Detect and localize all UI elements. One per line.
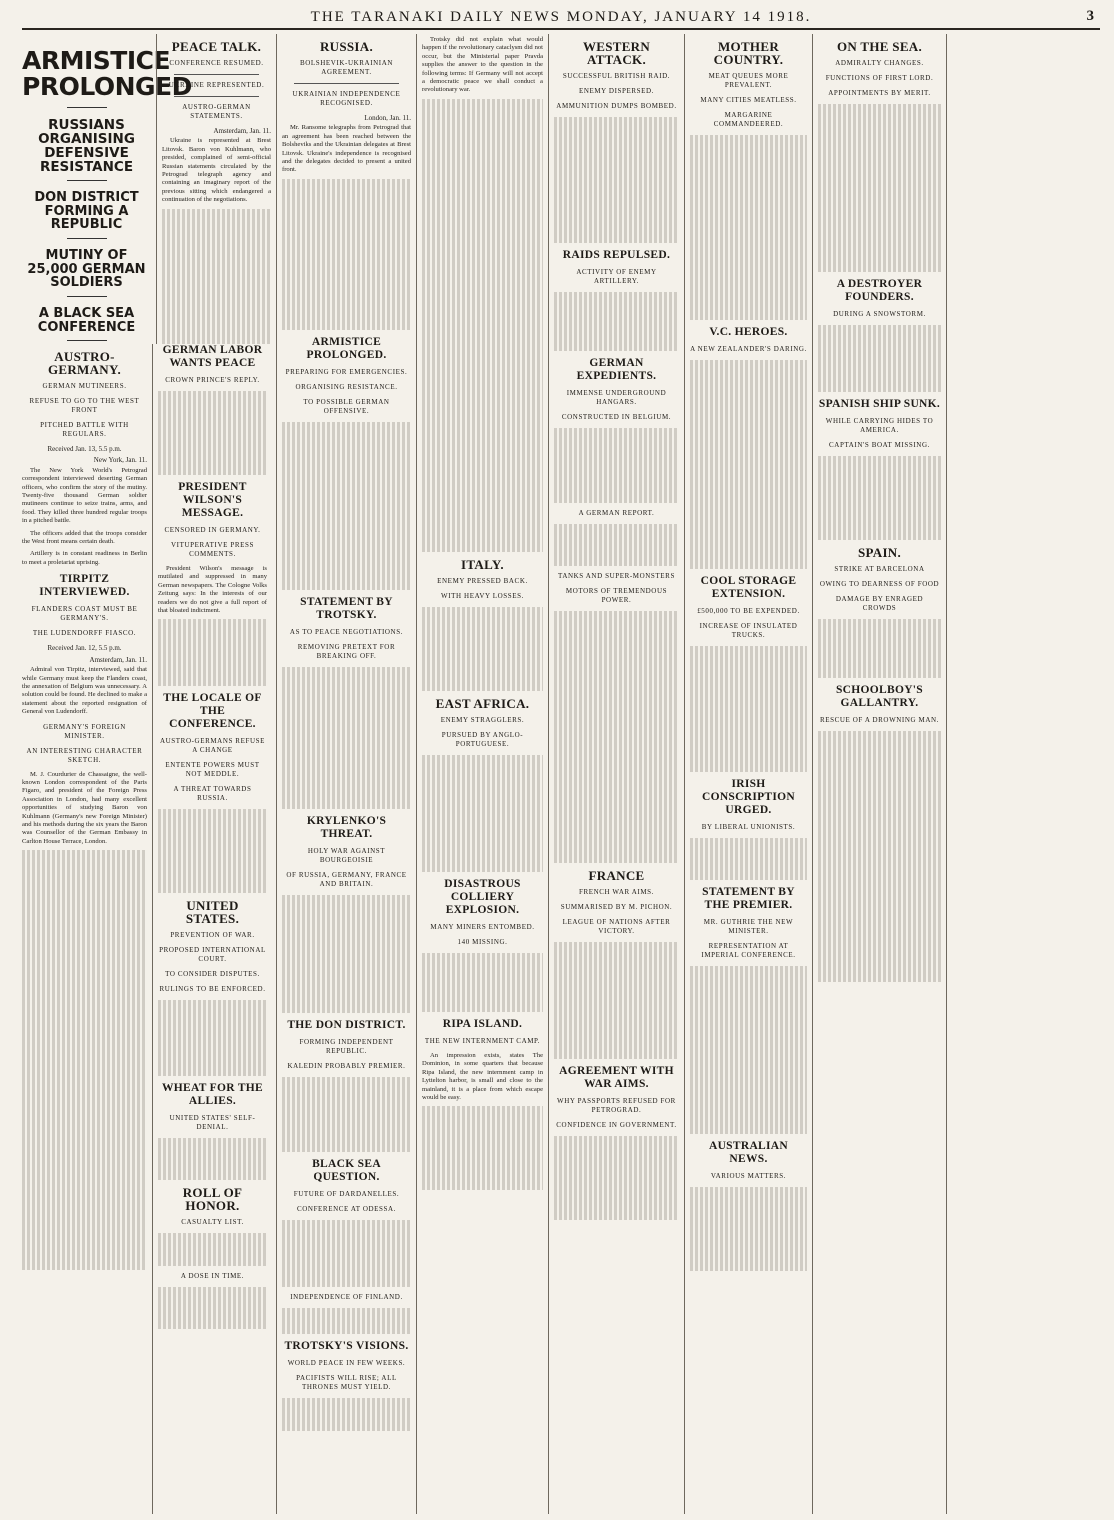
subhead-confidence: CONFIDENCE IN GOVERNMENT.: [556, 1121, 677, 1130]
subhead-ukraine: UKRAINE REPRESENTED.: [168, 81, 265, 89]
heading-italy: ITALY.: [461, 556, 504, 572]
subhead-functions: FUNCTIONS OF FIRST LORD.: [825, 74, 934, 82]
heading-don: THE DON DISTRICT.: [287, 1018, 406, 1031]
article-text: Artillery is in constant readiness in Berlin to meet a proletariat uprising.: [22, 550, 147, 566]
subhead-ammunition: AMMUNITION DUMPS BOMBED.: [556, 102, 677, 110]
subhead-strike: STRIKE AT BARCELONA: [834, 564, 925, 573]
heading-locale: THE LOCALE OF THE CONFERENCE.: [163, 692, 262, 731]
article-text: Ukraine is represented at Brest Litovsk. Baron von Kuhlmann, who presided, complained of semi-official Russian statements circulated by the Petrograd telegraph agency and containing an imaginary report of the previous sitting which endangered a continuation of the negotiations.: [162, 137, 271, 204]
subhead-guthrie: MR. GUTHRIE THE NEW MINISTER.: [703, 918, 794, 936]
heading-destroyer: A DESTROYER FOUNDERS.: [836, 277, 923, 303]
subhead-enemy-pressed: ENEMY PRESSED BACK.: [437, 576, 528, 585]
subhead-rulings: RULINGS TO BE ENFORCED.: [159, 985, 266, 994]
divider: [67, 340, 107, 341]
heading-sea: ON THE SEA.: [836, 39, 923, 54]
divider: [294, 83, 399, 84]
heading-tirpitz: TIRPITZ INTERVIEWED.: [39, 573, 130, 599]
subhead-dardanelles: FUTURE OF DARDANELLES.: [293, 1190, 400, 1199]
subhead-motors: MOTORS OF TREMENDOUS POWER.: [565, 587, 668, 605]
divider: [67, 107, 107, 108]
heading-german-labor: GERMAN LABOR WANTS PEACE: [162, 344, 263, 369]
subhead-ukrainian: UKRAINIAN INDEPENDENCE RECOGNISED.: [292, 90, 401, 107]
subhead-odessa: CONFERENCE AT ODESSA.: [296, 1205, 396, 1214]
subhead-flanders: FLANDERS COAST MUST BE GERMANY'S.: [31, 605, 138, 623]
subhead-kaledin: KALEDIN PROBABLY PREMIER.: [287, 1061, 406, 1070]
subhead-stragglers: ENEMY STRAGGLERS.: [440, 715, 525, 724]
subhead-finland: INDEPENDENCE OF FINLAND.: [290, 1293, 403, 1302]
subhead-entente: ENTENTE POWERS MUST NOT MEDDLE.: [165, 761, 260, 779]
heading-premier: STATEMENT BY THE PREMIER.: [702, 886, 795, 912]
subhead-refuse: REFUSE TO GO TO THE WEST FRONT: [29, 397, 140, 414]
received-line: Received Jan. 12, 5.5 p.m.: [47, 644, 122, 653]
article-text: M. J. Courdurier de Chassaigne, the well-known London correspondent of the Paris Figaro, and president of the Foreign Press Association in London, had many excellent opportunities of studying Baron von Kuhlmann (Germany's new Foreign Minister) and his methods during the six years the Baron was Counsellor of the German Embassy in Carlton House Terrace, London.: [22, 770, 147, 845]
article-text: President Wilson's message is mutilated and suppressed in many German newspapers. The Cologne Volks Zeitung says: In the interests of our readers we do not give a full report of that bloated indictment.: [158, 564, 267, 614]
heading-agreement: AGREEMENT WITH WAR AIMS.: [559, 1065, 674, 1091]
subhead-tanks: TANKS AND SUPER-MONSTERS: [558, 572, 675, 581]
heading-krylenko: KRYLENKO'S THREAT.: [306, 815, 387, 841]
subhead-dose: A DOSE IN TIME.: [180, 1272, 245, 1281]
dateline: London, Jan. 11.: [364, 114, 411, 122]
heading-wheat: WHEAT FOR THE ALLIES.: [161, 1081, 264, 1107]
subhead-self-denial: UNITED STATES' SELF-DENIAL.: [169, 1113, 256, 1131]
subhead-removing: REMOVING PRETEXT FOR BREAKING OFF.: [297, 642, 396, 660]
subhead-dearness: OWING TO DEARNESS OF FOOD: [819, 579, 940, 588]
divider: [67, 296, 107, 297]
headline-4: MUTINY OF 25,000 GERMAN SOLDIERS: [27, 248, 146, 291]
dateline: New York, Jan. 11.: [93, 456, 147, 465]
article-text: Trotsky did not explain what would happen if the revolutionary cataclysm did not occur, but the Ministerial paper Pravda supplies the answer to the question in the following terms: If Germany will not accept a democratic peace we shall conduct a revolutionary war.: [422, 36, 543, 94]
subhead-bolshevik: BOLSHEVIK-UKRAINIAN AGREEMENT.: [299, 59, 394, 76]
heading-roll: ROLL OF HONOR.: [182, 1184, 243, 1213]
us-column: [152, 344, 272, 1514]
subhead-summarised: SUMMARISED BY M. PICHON.: [560, 902, 673, 911]
heading-france: FRANCE: [588, 867, 645, 883]
heading-cool: COOL STORAGE EXTENSION.: [700, 575, 797, 601]
subhead-admiralty: ADMIRALTY CHANGES.: [835, 59, 924, 67]
subhead-holy-war: HOLY WAR AGAINST BOURGEOISIE: [307, 847, 386, 865]
subhead-forming: FORMING INDEPENDENT REPUBLIC.: [299, 1037, 394, 1055]
heading-east-africa: EAST AFRICA.: [435, 695, 530, 711]
subhead-prevention: PREVENTION OF WAR.: [170, 931, 255, 940]
heading-raids: RAIDS REPULSED.: [562, 248, 671, 261]
subhead-peace-neg: AS TO PEACE NEGOTIATIONS.: [289, 627, 404, 636]
article-text: An impression exists, states The Dominion, in some quarters that because Ripa Island, the new internment camp in Lyttelton harbor, is small and close to the mainland, it is a place from which escape would be easy.: [422, 1052, 543, 1102]
headline-5: A BLACK SEA CONFERENCE: [37, 306, 136, 335]
subhead-trucks: INCREASE OF INSULATED TRUCKS.: [699, 622, 798, 640]
subhead-heavy-losses: WITH HEAVY LOSSES.: [441, 591, 524, 600]
subhead-censored: CENSORED IN GERMANY.: [164, 525, 261, 534]
subhead-unionists: BY LIBERAL UNIONISTS.: [701, 823, 796, 832]
article-text: The New York World's Petrograd correspondent interviewed deserting German officers, who confirm the story of the mutiny. Twenty-five thousand German soldier mutineers continue to seize trains, arms, and food. They killed three hundred regular troops in a pitched battle.: [22, 466, 147, 525]
subhead-meat: MEAT QUEUES MORE PREVALENT.: [708, 72, 789, 89]
heading-mother-country: MOTHER COUNTRY.: [713, 39, 784, 67]
subhead-vituperative: VITUPERATIVE PRESS COMMENTS.: [171, 540, 254, 558]
dateline: Amsterdam, Jan. 11.: [89, 655, 147, 664]
heading-western: WESTERN ATTACK.: [582, 39, 651, 67]
subhead-world-peace: WORLD PEACE IN FEW WEEKS.: [287, 1358, 406, 1367]
subhead-hangars: IMMENSE UNDERGROUND HANGARS.: [566, 388, 667, 406]
subhead-appointments: APPOINTMENTS BY MERIT.: [828, 89, 931, 97]
subhead-consider: TO CONSIDER DISPUTES.: [165, 970, 260, 979]
masthead-text: THE TARANAKI DAILY NEWS MONDAY, JANUARY 14 1918.: [310, 8, 812, 25]
heading-peace-talk: PEACE TALK.: [171, 39, 262, 54]
column-sea: [812, 34, 946, 1514]
headline-2: RUSSIANS ORGANISING DEFENSIVE RESISTANCE: [38, 116, 135, 176]
article-text: Mr. Ransome telegraphs from Petrograd that an agreement has been reached between the Bolsheviks and the Ukrainian delegates at Brest Litovsk. Ukraine's independence is recognised and the delegates decided to present a united front.: [282, 124, 411, 174]
heading-ripa: RIPA ISLAND.: [442, 1018, 523, 1031]
divider: [174, 74, 259, 75]
subhead-possible: TO POSSIBLE GERMAN OFFENSIVE.: [303, 397, 390, 415]
subhead-threat: A THREAT TOWARDS RUSSIA.: [173, 785, 252, 803]
subhead-imperial: REPRESENTATION AT IMPERIAL CONFERENCE.: [701, 942, 796, 960]
subhead-mutineers: GERMAN MUTINEERS.: [42, 382, 127, 390]
page-number: 3: [1086, 8, 1096, 24]
heading-schoolboy: SCHOOLBOY'S GALLANTRY.: [835, 683, 924, 709]
divider: [174, 96, 259, 97]
subhead-war-aims: FRENCH WAR AIMS.: [578, 887, 654, 896]
masthead: [22, 6, 1100, 30]
subhead-of-russia: OF RUSSIA, GERMANY, FRANCE AND BRITAIN.: [286, 871, 407, 889]
subhead-successful: SUCCESSFUL BRITISH RAID.: [562, 72, 671, 80]
column-empty: [946, 34, 1080, 1514]
divider: [67, 180, 107, 181]
heading-vc: V.C. HEROES.: [709, 325, 788, 338]
column-continued: [416, 34, 548, 1514]
subhead-ludendorff: THE LUDENDORFF FIASCO.: [32, 629, 137, 638]
heading-united: UNITED STATES.: [185, 898, 240, 927]
subhead-entombed: MANY MINERS ENTOMBED.: [430, 923, 535, 932]
heading-trotsky-visions: TROTSKY'S VISIONS.: [284, 1339, 409, 1352]
subhead-league: LEAGUE OF NATIONS AFTER VICTORY.: [562, 917, 671, 935]
heading-disastrous: DISASTROUS COLLIERY EXPLOSION.: [444, 878, 521, 917]
subhead-expended: £500,000 TO BE EXPENDED.: [697, 607, 800, 616]
austro-column: [22, 344, 152, 1514]
article-text: The officers added that the troops consider the West front means certain death.: [22, 529, 147, 546]
subhead-hides: WHILE CARRYING HIDES TO AMERICA.: [825, 416, 934, 434]
subhead-austro-statements: AUSTRO-GERMAN STATEMENTS.: [182, 103, 251, 120]
subhead-internment: THE NEW INTERNMENT CAMP.: [424, 1037, 541, 1046]
subhead-organising: ORGANISING RESISTANCE.: [295, 382, 398, 391]
heading-spanish: SPANISH SHIP SUNK.: [818, 397, 941, 410]
subhead-report: A GERMAN REPORT.: [578, 509, 655, 518]
subhead-passports: WHY PASSPORTS REFUSED FOR PETROGRAD.: [557, 1097, 676, 1115]
subhead-character: AN INTERESTING CHARACTER SKETCH.: [26, 746, 143, 764]
heading-armistice: ARMISTICE PROLONGED.: [306, 335, 387, 361]
subhead-conference: CONFERENCE RESUMED.: [169, 59, 264, 67]
subhead-crown: CROWN PRINCE'S REPLY.: [165, 376, 260, 384]
subhead-meatless: MANY CITIES MEATLESS.: [700, 96, 797, 104]
received-line: Received Jan. 13, 5.5 p.m.: [47, 445, 122, 453]
subhead-rescue: RESCUE OF A DROWNING MAN.: [819, 715, 940, 724]
heading-black-sea: BLACK SEA QUESTION.: [312, 1158, 381, 1184]
heading-australian: AUSTRALIAN NEWS.: [708, 1139, 789, 1165]
subhead-captain: CAPTAIN'S BOAT MISSING.: [829, 440, 930, 449]
heading-trotsky: STATEMENT BY TROTSKY.: [300, 595, 393, 621]
heading-russia: RUSSIA.: [319, 39, 374, 54]
article-text: Admiral von Tirpitz, interviewed, said that while Germany must keep the Flanders coast, the annexation of Belgium was unnecessary. A solution could be found. He declined to make a statement about the reported resignation of General von Ludendorff.: [22, 666, 147, 716]
headline-3: DON DISTRICT FORMING A REPUBLIC: [34, 190, 139, 233]
subhead-pitched: PITCHED BATTLE WITH REGULARS.: [40, 421, 129, 438]
lower-left-section: [22, 344, 272, 1514]
column-western: [548, 34, 684, 1514]
subhead-damage: DAMAGE BY ENRAGED CROWDS: [835, 594, 924, 612]
subhead-preparing: PREPARING FOR EMERGENCIES.: [285, 367, 408, 376]
column-russia: [276, 34, 416, 1514]
subhead-proposed: PROPOSED INTERNATIONAL COURT.: [159, 946, 266, 964]
subhead-casualty: CASUALTY LIST.: [181, 1217, 244, 1226]
heading-irish: IRISH CONSCRIPTION URGED.: [701, 778, 796, 817]
subhead-dispersed: ENEMY DISPERSED.: [578, 87, 655, 95]
dateline: Amsterdam, Jan. 11.: [213, 127, 271, 135]
subhead-pacifists: PACIFISTS WILL RISE; ALL THRONES MUST YIELD.: [296, 1373, 397, 1391]
subhead-austro-refuse: AUSTRO-GERMANS REFUSE A CHANGE: [160, 737, 265, 755]
heading-austro: AUSTRO-GERMANY.: [47, 349, 122, 377]
subhead-belgium: CONSTRUCTED IN BELGIUM.: [561, 412, 672, 421]
heading-spain: SPAIN.: [857, 544, 902, 560]
subhead-missing: 140 MISSING.: [457, 938, 508, 947]
divider: [67, 238, 107, 239]
subhead-various: VARIOUS MATTERS.: [710, 1171, 787, 1180]
subhead-zealander: A NEW ZEALANDER'S DARING.: [690, 344, 807, 353]
subhead-snowstorm: DURING A SNOWSTORM.: [833, 309, 926, 318]
subhead-pursued: PURSUED BY ANGLO-PORTUGUESE.: [441, 730, 524, 748]
headline-main: ARMISTICE PROLONGED: [22, 46, 192, 102]
subhead-foreign-minister: GERMANY'S FOREIGN MINISTER.: [43, 722, 126, 740]
subhead-activity: ACTIVITY OF ENEMY ARTILLERY.: [576, 267, 657, 285]
heading-president: PRESIDENT WILSON'S MESSAGE.: [178, 480, 247, 519]
subhead-margarine: MARGARINE COMMANDEERED.: [713, 111, 784, 128]
heading-expedients: GERMAN EXPEDIENTS.: [576, 356, 657, 382]
column-mother-country: [684, 34, 812, 1514]
